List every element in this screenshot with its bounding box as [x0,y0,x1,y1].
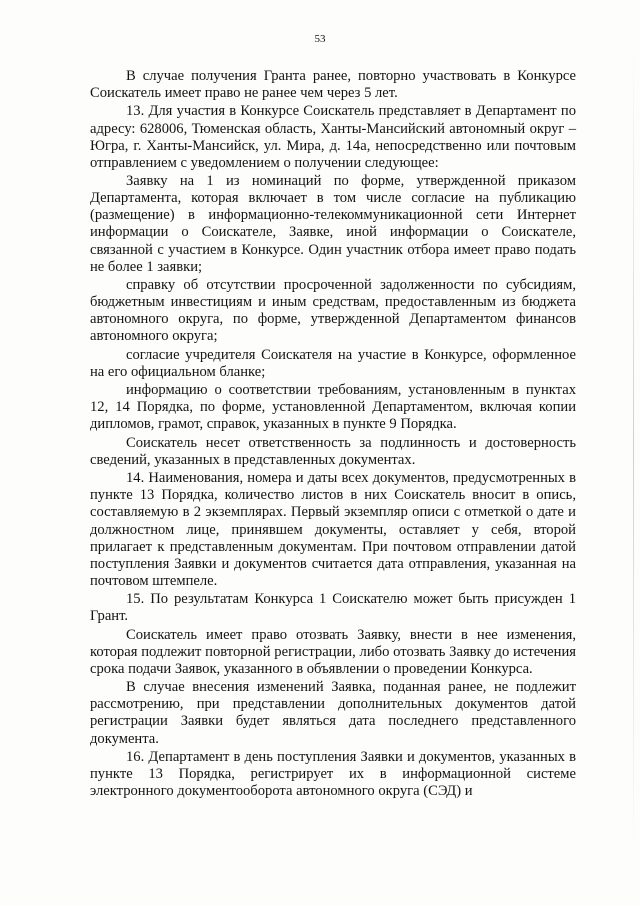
paragraph-grant-repeat: В случае получения Гранта ранее, повторно участвовать в Конкурсе Соискатель имеет право не ранее чем через 5 лет. [90,68,576,102]
page-number: 53 [314,33,326,45]
paragraph-changes: В случае внесения изменений Заявка, поданная ранее, не подлежит рассмотрению, при представлении дополнительных документов датой регистрации Заявки будет являться дата последнего представленного документа. [90,679,576,747]
paragraph-requirements-info: информацию о соответствии требованиям, установленным в пунктах 12, 14 Порядка, по форме, установленной Департаментом, включая копии дипломов, грамот, справок, указанных в пункте 9 Порядка. [90,382,576,433]
paragraph-founder-consent: согласие учредителя Соискателя на участие в Конкурсе, оформленное на его официальном бланке; [90,346,576,380]
document-body [90,68,576,802]
paragraph-application: Заявку на 1 из номинаций по форме, утвержденной приказом Департамента, которая включает в том числе согласие на публикацию (размещение) в информационно-телекоммуникационной сети Интернет информации о Соискателе, Заявке, иной информации о Соискателе, связанной с участием в Конкурсе. Один участник отбора имеет право подать не более 1 заявки; [90,173,576,275]
paragraph-debt-certificate: справку об отсутствии просроченной задолженности по субсидиям, бюджетным инвестициям и иным средствам, предоставленным из бюджета автономного округа, по форме, утвержденной Департаментом финансов автономного округа; [90,277,576,345]
paragraph-item-15: 15. По результатам Конкурса 1 Соискателю может быть присужден 1 Грант. [90,591,576,625]
paragraph-item-16: 16. Департамент в день поступления Заявки и документов, указанных в пункте 13 Порядка, регистрирует их в информационной системе электронного документооборота автономного округа (СЭД) и [90,748,576,800]
paragraph-item-13: 13. Для участия в Конкурсе Соискатель представляет в Департамент по адресу: 628006, Тюменская область, Ханты-Мансийский автономный округ – Югра, г. Ханты-Мансийск, ул. Мира, д. 14а, непосредственно или почтовым отправлением с уведомлением о получении следующее: [90,103,576,171]
paragraph-responsibility: Соискатель несет ответственность за подлинность и достоверность сведений, указанных в представленных документах. [90,434,576,468]
paragraph-withdraw: Соискатель имеет право отозвать Заявку, внести в нее изменения, которая подлежит повторной регистрации, либо отозвать Заявку до истечения срока подачи Заявок, указанного в объявлении о проведении Конкурса. [90,626,576,677]
paragraph-item-14: 14. Наименования, номера и даты всех документов, предусмотренных в пункте 13 Порядка, количество листов в них Соискатель вносит в опись, составляемую в 2 экземплярах. Первый экземпляр описи с отметкой о дате и должностном лице, принявшем документы, оставляет у себя, второй прилагает к представленным документам. При почтовом отправлении датой поступления Заявки и документов считается дата отправления, указанная на почтовом штемпеле. [90,470,576,589]
scan-edge-shadow [633,40,634,860]
